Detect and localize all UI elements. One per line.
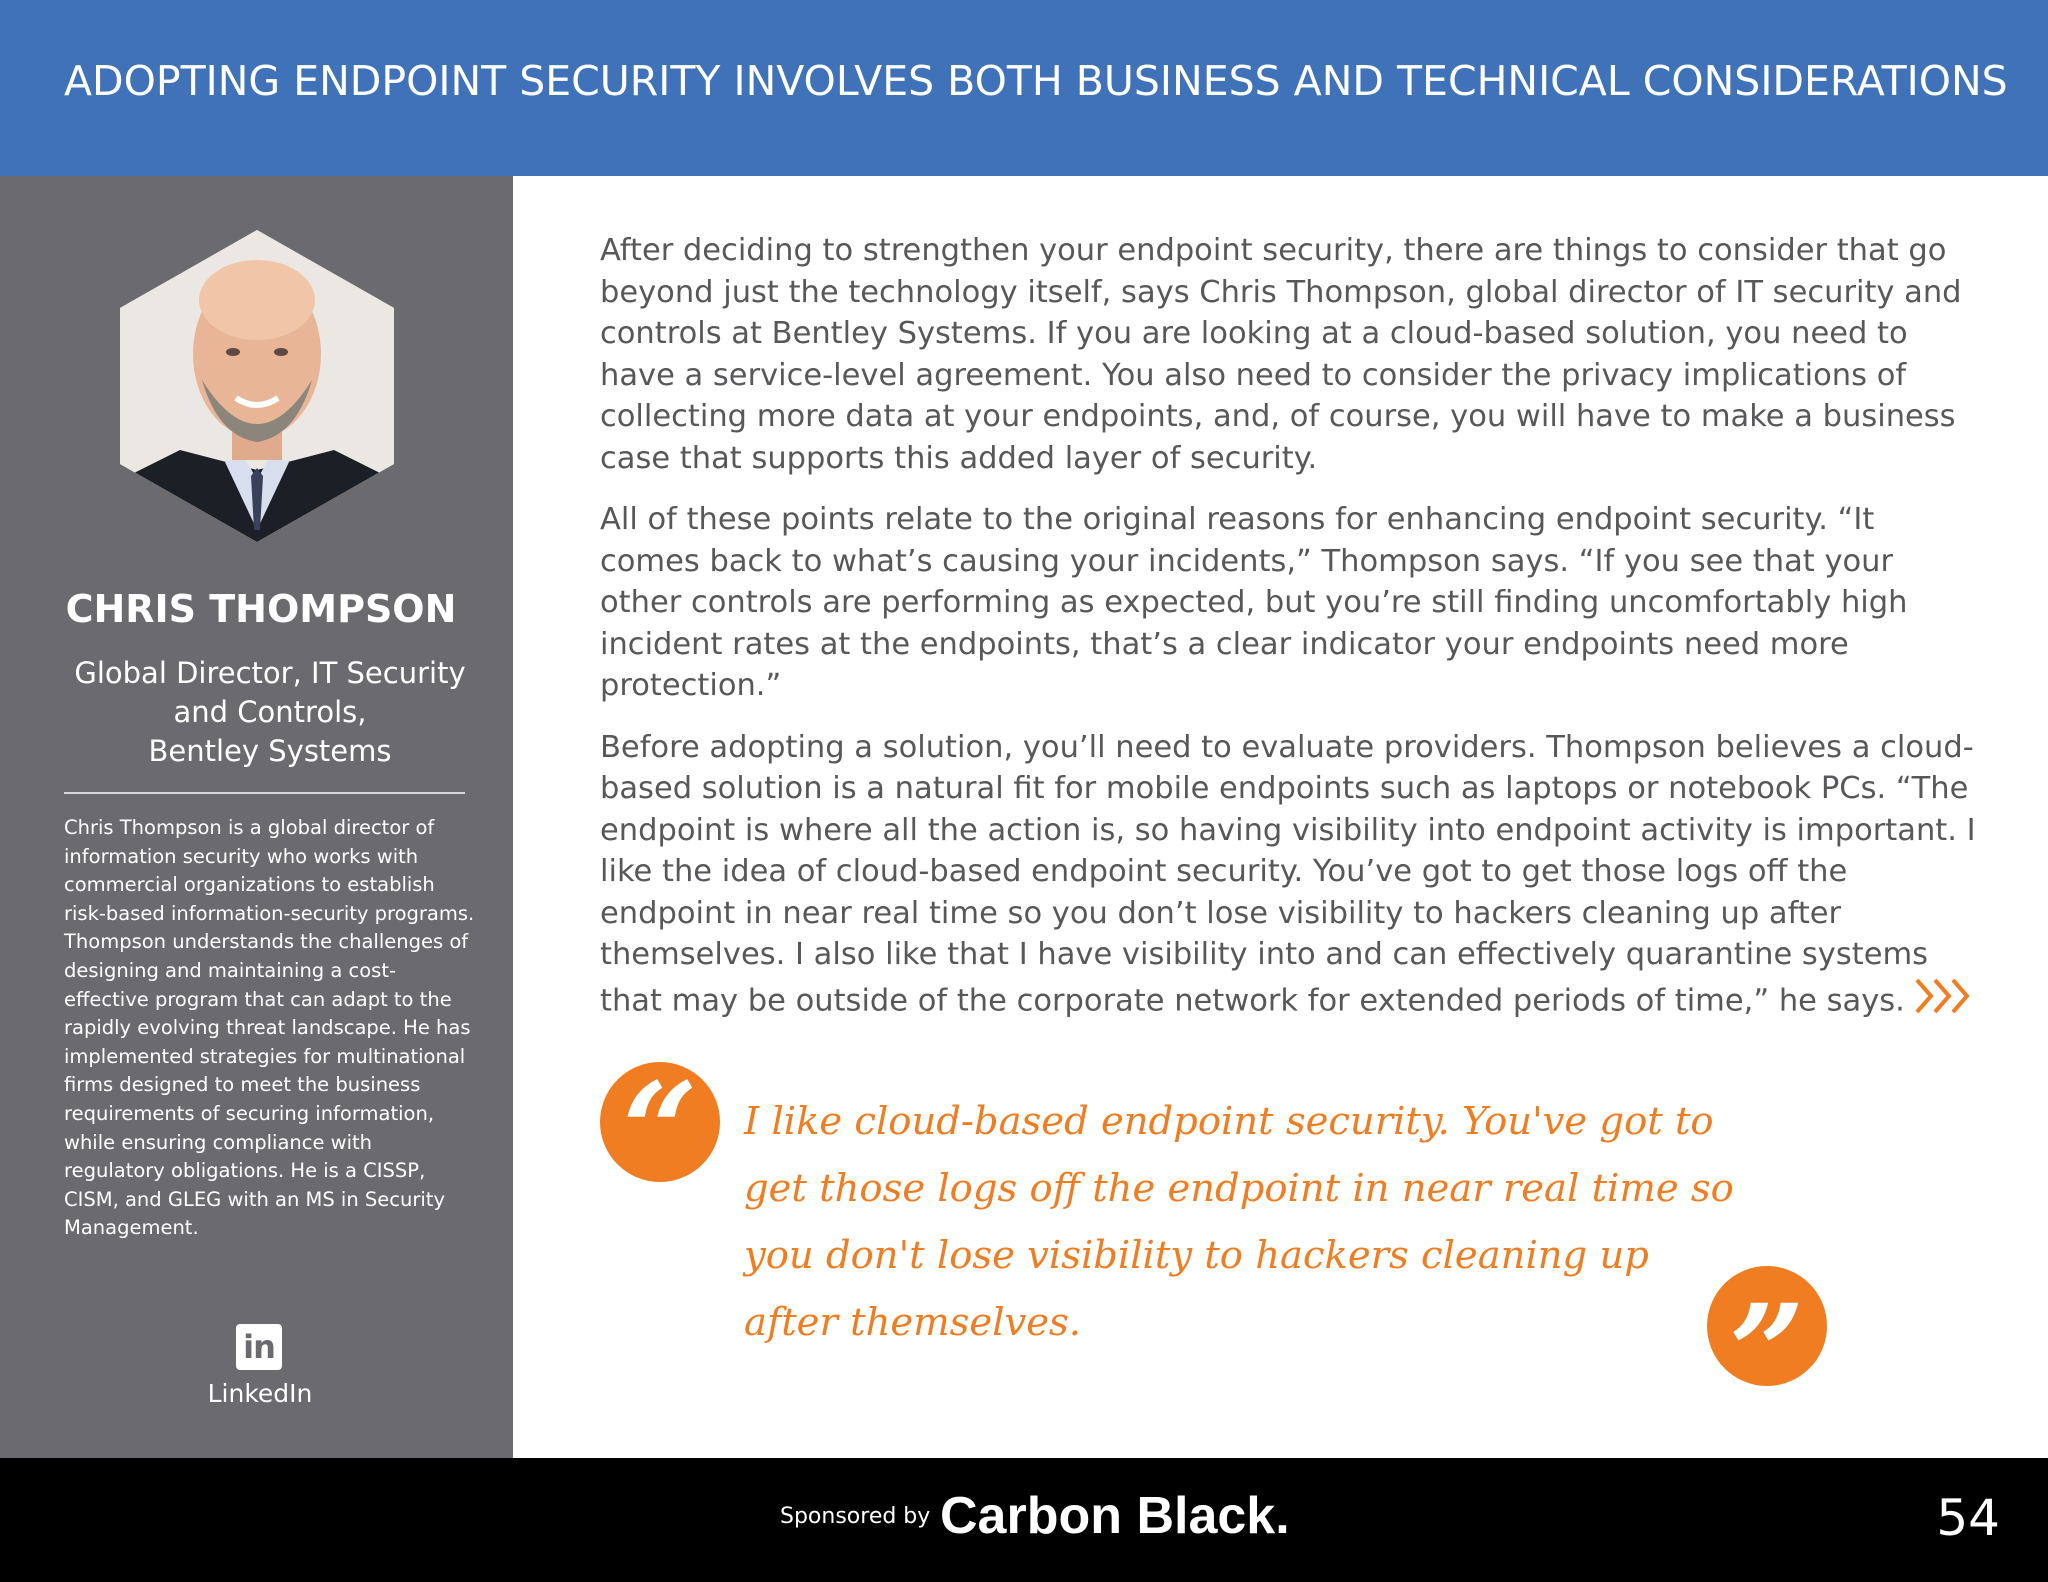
linkedin-link[interactable]: LinkedIn [207, 1379, 313, 1408]
divider [64, 792, 465, 794]
page-number: 54 [1936, 1489, 2000, 1547]
page-header [0, 0, 2048, 176]
profile-sidebar [0, 176, 513, 1458]
person-bio: Chris Thompson is a global director of information security who works with commercial organizations to establish risk-based information-security programs. Thompson understands the challenges of designing and maintaining a cost-effective program that can adapt to the rapidly evolving threat landscape. He has implemented strategies for multinational firms designed to meet the business requirements of securing information, while ensuring compliance with regulatory obligations. He is a CISSP, CISM, and GLEG with an MS in Security Management. [64, 816, 475, 1240]
linkedin-icon[interactable] [236, 1324, 282, 1370]
chevrons-right-icon[interactable] [1913, 976, 1973, 1028]
article-paragraph: After deciding to strengthen your endpoint security, there are things to consider that go beyond just the technology itself, says Chris Thompson, global director of IT security and controls at Bentley Systems. If you are looking at a cloud-based solution, you need to have a service-level agreement. You also need to consider the privacy implications of collecting more data at your endpoints, and, of course, you will have to make a business case that supports this added layer of security. [600, 233, 1962, 476]
sponsor-logo[interactable]: Carbon Black. [940, 1487, 1290, 1545]
article-paragraph-text: Before adopting a solution, you’ll need to evaluate providers. Thompson believes a cloud-based solution is a natural fit for mobile endpoints such as laptops or notebook PCs. “The endpoint is where all the action is, so having visibility into endpoint activity is important. I like the idea of cloud-based endpoint security. You’ve got to get those logs off the endpoint in near real time so you don’t lose visibility to hackers cleaning up after themselves. I also like that I have visibility into and can effectively quarantine systems that may be outside of the corporate network for extended periods of time,” he says. [600, 729, 1976, 1018]
article-paragraph [600, 727, 1980, 1028]
pull-quote: I like cloud-based endpoint security. You've got to get those logs off the endpoint in near real time so you don't lose visibility to hackers cleaning up after themselves. [744, 1099, 1734, 1345]
page-title: ADOPTING ENDPOINT SECURITY INVOLVES BOTH BUSINESS AND TECHNICAL CONSIDERATIONS [64, 57, 2008, 105]
open-quote-mark: “ [622, 1054, 698, 1209]
sponsored-label: Sponsored by [780, 1504, 931, 1529]
open-quote-icon [600, 1054, 720, 1209]
person-role: Global Director, IT Security and Controls, Bentley Systems [74, 656, 466, 768]
article-body [600, 230, 1980, 1047]
person-photo [120, 230, 394, 542]
person-name: CHRIS THOMPSON [65, 587, 457, 631]
linkedin-icon-text: in [243, 1328, 275, 1366]
close-quote-icon [1707, 1266, 1827, 1431]
close-quote-mark: ” [1729, 1276, 1805, 1431]
article-paragraph: All of these points relate to the original reasons for enhancing endpoint security. “It comes back to what’s causing your incidents,” Thompson says. “If you see that your other controls are performing as expected, but you’re still finding uncomfortably high incident rates at the endpoints, that’s a clear indicator your endpoints need more protection.” [600, 502, 1908, 703]
